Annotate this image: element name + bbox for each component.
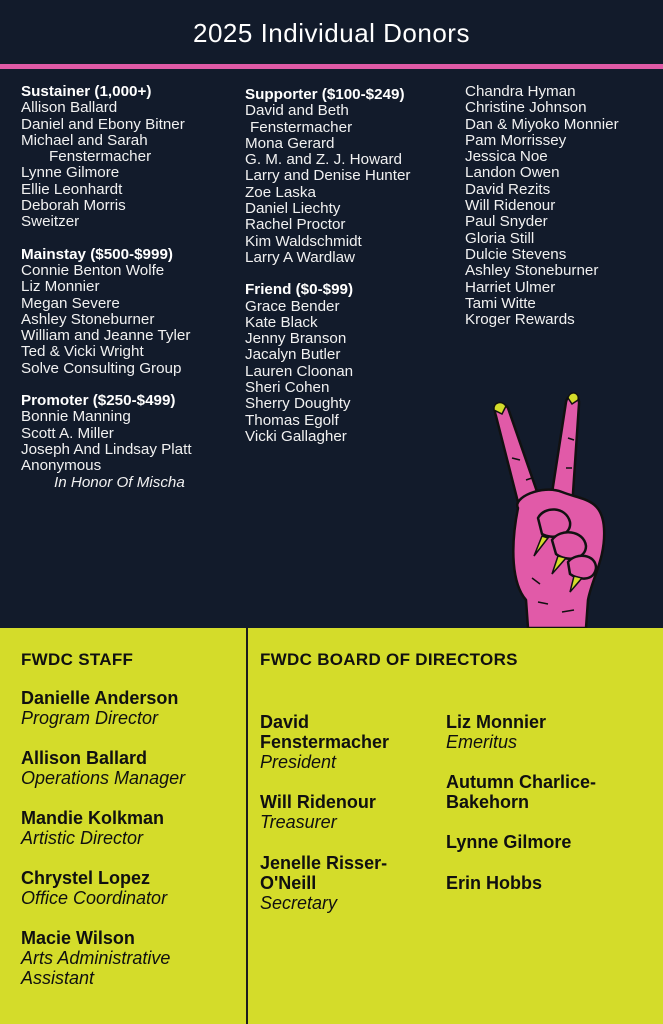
donor-name: William and Jeanne Tyler — [21, 327, 191, 345]
donor-name: Megan Severe — [21, 294, 120, 312]
tier-group — [21, 247, 241, 377]
donor-name: Jenny Branson — [245, 330, 347, 348]
donor-name: David and Beth — [245, 102, 349, 120]
board-member — [446, 873, 646, 893]
tier-heading: Promoter ($250-$499) — [21, 392, 176, 410]
donor-name: Jessica Noe — [465, 148, 548, 166]
board-role: Emeritus — [446, 732, 518, 752]
staff-name: Mandie Kolkman — [21, 808, 165, 828]
donor-name: Kate Black — [245, 313, 318, 331]
column-divider — [246, 628, 248, 1024]
board-role: Secretary — [260, 893, 338, 913]
page-title: 2025 Individual Donors — [193, 18, 470, 48]
donor-name: Deborah Morris — [21, 197, 126, 215]
donor-name: Ellie Leonhardt — [21, 180, 123, 198]
donor-name: Jacalyn Butler — [245, 346, 341, 364]
donor-name: Zoe Laska — [245, 183, 316, 201]
staff-member — [21, 748, 243, 788]
board-member — [260, 792, 430, 832]
donor-name: Ashley Stoneburner — [21, 310, 155, 328]
donor-name: Connie Benton Wolfe — [21, 261, 165, 279]
donor-name: Michael and Sarah — [21, 131, 148, 149]
board-name: Lynne Gilmore — [446, 832, 572, 852]
tier-group — [465, 84, 660, 328]
tier-group — [245, 282, 460, 445]
board-role: Treasurer — [260, 812, 337, 832]
board-role: President — [260, 752, 337, 772]
tier-heading: Supporter ($100-$249) — [245, 86, 405, 103]
donor-name: Mona Gerard — [245, 134, 335, 152]
tier-group — [21, 393, 241, 491]
honor-note: In Honor Of Mischa — [54, 473, 185, 491]
donor-name: Kroger Rewards — [465, 311, 575, 329]
donor-column-2 — [245, 87, 460, 461]
donor-name: Pam Morrissey — [465, 131, 567, 149]
donor-name: Landon Owen — [465, 164, 560, 182]
donor-name: David Rezits — [465, 180, 551, 198]
staff-member — [21, 808, 243, 848]
staff-name: Danielle Anderson — [21, 688, 179, 708]
donor-name: Christine Johnson — [465, 99, 587, 117]
board-name: Will Ridenour — [260, 792, 376, 812]
staff-role: Artistic Director — [21, 828, 144, 848]
board-member — [260, 712, 430, 772]
donor-name: G. M. and Z. J. Howard — [245, 151, 402, 169]
donor-name: Liz Monnier — [21, 278, 100, 296]
staff-role: Arts Administrative Assistant — [21, 948, 171, 988]
donor-name: Thomas Egolf — [245, 411, 339, 429]
donor-name: Chandra Hyman — [465, 83, 576, 100]
staff-role: Program Director — [21, 708, 159, 728]
staff-member — [21, 868, 243, 908]
donor-name: Kim Waldschmidt — [245, 232, 362, 250]
donor-name: Gloria Still — [465, 229, 535, 247]
donor-name: Sheri Cohen — [245, 379, 330, 397]
donor-name: Anonymous — [21, 457, 102, 475]
staff-heading: FWDC STAFF — [21, 650, 134, 669]
pink-divider-rule — [0, 64, 663, 69]
donor-column-3 — [465, 84, 660, 344]
board-name: Autumn Charlice-Bakehorn — [446, 772, 597, 812]
tier-group — [21, 84, 241, 231]
donor-name: Daniel and Ebony Bitner — [21, 115, 185, 133]
board-member — [446, 712, 646, 752]
donor-name: Will Ridenour — [465, 197, 556, 215]
donor-name: Larry A Wardlaw — [245, 248, 356, 266]
staff-role: Operations Manager — [21, 768, 186, 788]
staff-member — [21, 928, 221, 988]
donor-name: Joseph And Lindsay Platt — [21, 440, 192, 458]
peace-sign-hand-icon — [482, 388, 612, 628]
donor-name: Harriet Ulmer — [465, 278, 556, 296]
staff-name: Macie Wilson — [21, 928, 135, 948]
staff-role: Office Coordinator — [21, 888, 168, 908]
donor-name: Tami Witte — [465, 294, 536, 312]
board-name: Erin Hobbs — [446, 873, 543, 893]
donor-name: Bonnie Manning — [21, 408, 131, 426]
donor-name: Scott A. Miller — [21, 424, 114, 442]
donor-name: Grace Bender — [245, 297, 340, 315]
board-heading: FWDC BOARD OF DIRECTORS — [260, 650, 518, 669]
board-member — [446, 772, 646, 812]
board-member — [260, 853, 430, 913]
donor-name: Sweitzer — [21, 213, 80, 231]
tier-heading: Mainstay ($500-$999) — [21, 245, 173, 263]
staff-name: Chrystel Lopez — [21, 868, 151, 888]
tier-group — [245, 87, 460, 266]
donor-name: Rachel Proctor — [245, 216, 346, 234]
board-name: David Fenstermacher — [260, 712, 390, 752]
tier-heading: Sustainer (1,000+) — [21, 83, 152, 100]
donor-name: Larry and Denise Hunter — [245, 167, 411, 185]
donor-column-1 — [21, 84, 241, 507]
staff-name: Allison Ballard — [21, 748, 148, 768]
donor-name: Solve Consulting Group — [21, 359, 182, 377]
tier-heading: Friend ($0-$99) — [245, 281, 354, 299]
donor-name: Dan & Miyoko Monnier — [465, 115, 619, 133]
donor-name: Daniel Liechty — [245, 200, 341, 218]
donor-name: Fenstermacher — [250, 118, 353, 136]
board-name: Liz Monnier — [446, 712, 546, 732]
donor-name: Vicki Gallagher — [245, 427, 347, 445]
donor-name: Fenstermacher — [49, 148, 152, 166]
donor-name: Dulcie Stevens — [465, 245, 567, 263]
donor-name: Sherry Doughty — [245, 395, 351, 413]
donor-name: Lauren Cloonan — [245, 362, 354, 380]
donor-name: Lynne Gilmore — [21, 164, 120, 182]
donor-name: Paul Snyder — [465, 213, 548, 231]
donor-name: Allison Ballard — [21, 99, 118, 117]
staff-board-panel — [0, 628, 663, 1024]
board-member — [446, 832, 646, 852]
donor-name: Ted & Vicki Wright — [21, 343, 144, 361]
board-name: Jenelle Risser-O'Neill — [260, 853, 388, 893]
donor-name: Ashley Stoneburner — [465, 262, 599, 280]
staff-member — [21, 688, 243, 728]
